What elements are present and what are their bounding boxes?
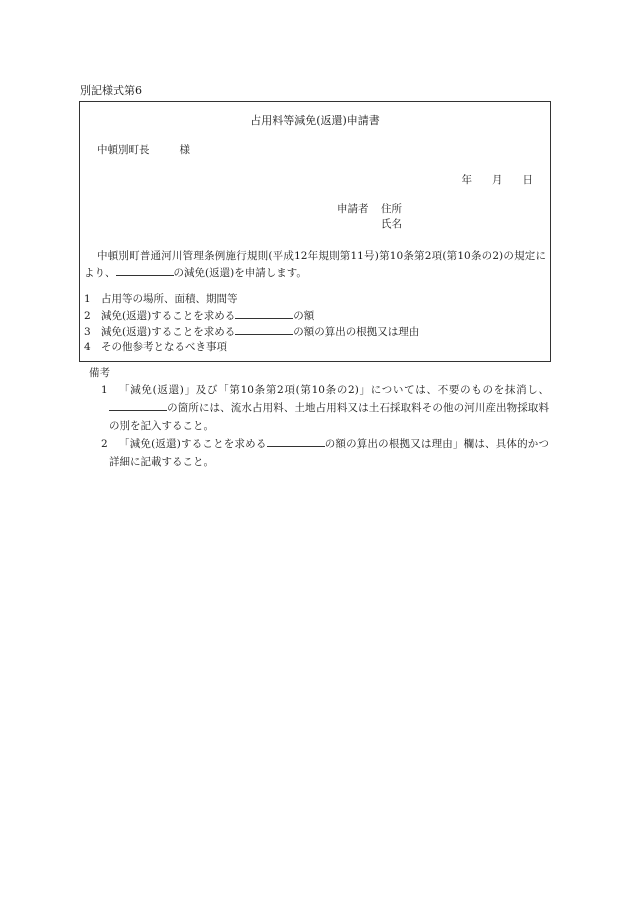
- remarks-section: [89, 365, 549, 471]
- remark-number: 2: [101, 438, 108, 450]
- addressee-honorific: 様: [179, 144, 190, 156]
- item-number: 1: [84, 293, 91, 305]
- remark-item: [89, 381, 549, 435]
- item-number: 3: [84, 326, 91, 338]
- list-item: [84, 292, 419, 307]
- remark-item: [89, 435, 549, 471]
- fee-type-blank: [267, 435, 325, 447]
- remark-text-before: 「減免(返還)」及び「第10条第2項(第10条の2)」については、不要のものを抹消し、: [119, 384, 549, 396]
- applicant-label: 申請者: [337, 203, 369, 215]
- fee-type-blank: [235, 323, 293, 335]
- application-items: [84, 292, 419, 354]
- item-text: 減免(返還)することを求める: [101, 326, 236, 338]
- name-label: 氏名: [381, 218, 402, 230]
- addressee-name: 中頓別町長: [97, 144, 150, 156]
- list-item: [84, 307, 419, 324]
- date-day-label: 日: [522, 174, 533, 186]
- application-form: [79, 101, 551, 362]
- date-line: [462, 172, 534, 187]
- application-statement: [84, 248, 546, 281]
- form-title: 占用料等減免(返還)申請書: [250, 114, 380, 127]
- item-text: 減免(返還)することを求める: [101, 309, 236, 322]
- item-text-after: の額: [293, 309, 315, 322]
- statement-text-after: の減免(返還)を申請します。: [173, 267, 307, 279]
- addressee: [97, 142, 190, 157]
- remark-text-after: の額の算出の根拠又は理由」欄は、具体的かつ詳細に記載すること。: [109, 438, 549, 468]
- remarks-title: 備考: [89, 367, 110, 379]
- fee-type-blank: [109, 399, 167, 411]
- applicant-block: [337, 202, 402, 232]
- list-item: [84, 340, 419, 355]
- item-number: 4: [84, 340, 91, 353]
- remark-number: 1: [101, 384, 108, 396]
- remark-text-before: 「減免(返還)することを求める: [119, 438, 267, 450]
- remark-text-after: の箇所には、流水占用料、土地占用料又は土石採取料その他の河川産出物採取料の別を記入すること。: [109, 402, 549, 432]
- address-label: 住所: [381, 203, 402, 215]
- item-number: 2: [84, 309, 91, 322]
- item-text-after: の額の算出の根拠又は理由: [293, 326, 420, 338]
- date-year-label: 年: [461, 174, 472, 186]
- fee-type-blank: [235, 307, 293, 319]
- item-text: 占用等の場所、面積、期間等: [101, 293, 238, 305]
- statement-text-before: 中頓別町普通河川管理条例施行規則(平成12年規則第11号)第10条第2項(第10条の2)の規定により、: [84, 250, 546, 279]
- list-item: [84, 323, 419, 340]
- form-number-label: 別記様式第6: [80, 84, 142, 97]
- fee-type-blank: [116, 264, 174, 276]
- date-month-label: 月: [492, 174, 503, 186]
- item-text: その他参考となるべき事項: [101, 340, 227, 353]
